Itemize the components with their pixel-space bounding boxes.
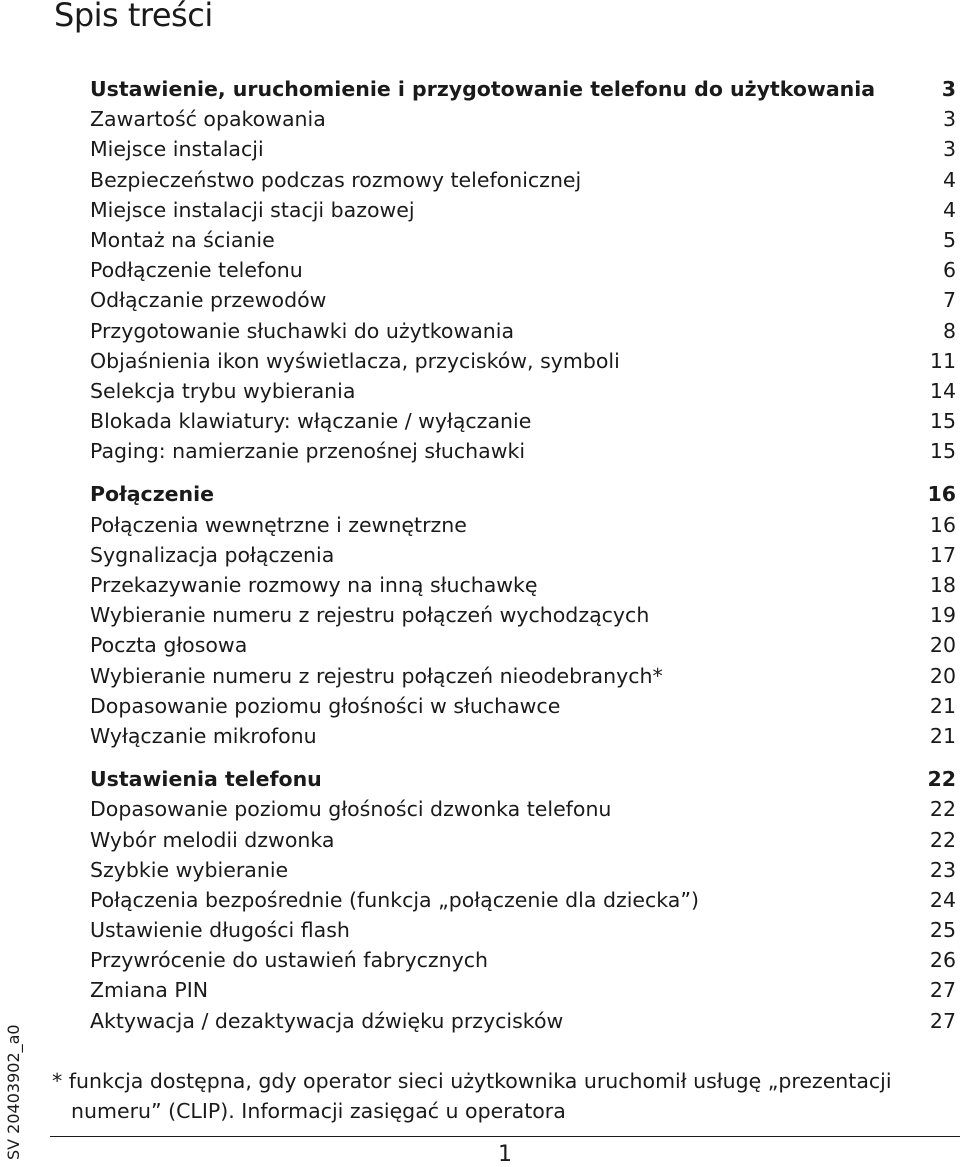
toc-entry-page: 27 (929, 1008, 956, 1033)
toc-entry[interactable] (90, 134, 956, 164)
footnote-line: * funkcja dostępna, gdy operator sieci użytkownika uruchomił usługę „prezentacji (52, 1069, 892, 1093)
toc-entry-page: 21 (929, 723, 956, 748)
toc-entry-page: 21 (929, 693, 956, 718)
toc-entry-page: 22 (929, 797, 956, 822)
toc-heading[interactable] (90, 74, 956, 104)
toc-entry-label: Zmiana PIN (90, 978, 209, 1003)
toc-entry[interactable] (90, 406, 956, 436)
toc-heading-label: Ustawienia telefonu (90, 767, 322, 792)
toc-entry-label: Selekcja trybu wybierania (90, 378, 356, 403)
toc-entry-page: 24 (929, 887, 956, 912)
toc-entry-page: 6 (942, 258, 956, 283)
toc-heading-label: Ustawienie, uruchomienie i przygotowanie telefonu do użytkowania (90, 77, 876, 101)
toc-entry-page: 26 (929, 948, 956, 973)
toc-entry[interactable] (90, 855, 956, 885)
page-title: Spis treści (54, 0, 213, 34)
document-code: SV 20403902_a0 (4, 1024, 23, 1160)
toc-entry-page: 11 (929, 348, 956, 373)
toc-entry-page: 14 (929, 378, 956, 403)
toc-entry[interactable] (90, 600, 956, 630)
toc-entry-label: Zawartość opakowania (90, 107, 326, 132)
toc-entry-label: Dopasowanie poziomu głośności dzwonka telefonu (90, 797, 612, 822)
toc-entry-page: 3 (942, 137, 956, 162)
toc-entry-page: 25 (929, 918, 956, 943)
toc-entry-label: Miejsce instalacji stacji bazowej (90, 197, 415, 222)
toc-entry-page: 15 (929, 439, 956, 464)
toc-entry[interactable] (90, 885, 956, 915)
footer-divider (50, 1136, 960, 1137)
toc-entry-label: Miejsce instalacji (90, 137, 264, 162)
toc-entry-label: Montaż na ścianie (90, 227, 275, 252)
toc-entry-page: 22 (929, 827, 956, 852)
toc-entry[interactable] (90, 165, 956, 195)
toc-entry-label: Dopasowanie poziomu głośności w słuchawce (90, 693, 561, 718)
toc-heading-page: 3 (941, 77, 956, 101)
toc-entry-page: 23 (929, 857, 956, 882)
toc-entry[interactable] (90, 691, 956, 721)
toc-entry[interactable] (90, 794, 956, 824)
toc-entry-label: Poczta głosowa (90, 633, 248, 658)
toc-entry-label: Wybieranie numeru z rejestru połączeń nieodebranych* (90, 663, 663, 688)
toc-entry-label: Wybór melodii dzwonka (90, 827, 335, 852)
toc-entry-page: 19 (929, 603, 956, 628)
toc-entry[interactable] (90, 346, 956, 376)
toc-entry-page: 5 (942, 227, 956, 252)
toc-entry-label: Połączenia wewnętrzne i zewnętrzne (90, 512, 467, 537)
toc-entry-page: 16 (929, 512, 956, 537)
toc-entry[interactable] (90, 316, 956, 346)
toc-entry[interactable] (90, 225, 956, 255)
toc-entry[interactable] (90, 376, 956, 406)
table-of-contents (90, 74, 956, 1049)
toc-heading-label: Połączenie (90, 482, 215, 507)
toc-entry-label: Paging: namierzanie przenośnej słuchawki (90, 439, 526, 464)
toc-entry-page: 7 (942, 288, 956, 313)
toc-entry[interactable] (90, 255, 956, 285)
toc-section (90, 479, 956, 751)
toc-section (90, 764, 956, 1036)
toc-entry-label: Przekazywanie rozmowy na inną słuchawkę (90, 573, 538, 597)
toc-entry-page: 20 (929, 663, 956, 688)
toc-entry[interactable] (90, 630, 956, 660)
toc-heading-page: 22 (927, 767, 956, 792)
toc-entry[interactable] (90, 436, 956, 466)
toc-entry-page: 27 (929, 978, 956, 1003)
toc-entry[interactable] (90, 540, 956, 570)
toc-entry-page: 20 (929, 633, 956, 658)
toc-entry-label: Szybkie wybieranie (90, 857, 289, 882)
toc-heading[interactable] (90, 764, 956, 794)
toc-entry[interactable] (90, 661, 956, 691)
toc-entry[interactable] (90, 104, 956, 134)
footnote-line: numeru” (CLIP). Informacji zasięgać u operatora (71, 1099, 566, 1123)
toc-entry-label: Podłączenie telefonu (90, 258, 303, 283)
toc-entry[interactable] (90, 975, 956, 1005)
toc-entry-label: Przywrócenie do ustawień fabrycznych (90, 948, 489, 973)
footnote (52, 1066, 912, 1126)
toc-section (90, 74, 956, 466)
toc-entry[interactable] (90, 1006, 956, 1036)
toc-entry-page: 17 (929, 542, 956, 567)
toc-entry-label: Blokada klawiatury: włączanie / wyłączanie (90, 409, 532, 434)
toc-entry-label: Wyłączanie mikrofonu (90, 723, 317, 748)
toc-entry-label: Przygotowanie słuchawki do użytkowania (90, 318, 515, 343)
toc-entry-label: Objaśnienia ikon wyświetlacza, przycisków, symboli (90, 348, 620, 373)
toc-entry-label: Połączenia bezpośrednie (funkcja „połączenie dla dziecka”) (90, 887, 699, 912)
toc-entry-label: Wybieranie numeru z rejestru połączeń wychodzących (90, 603, 650, 628)
toc-entry-page: 4 (942, 167, 956, 192)
toc-entry[interactable] (90, 195, 956, 225)
page-number: 1 (498, 1142, 512, 1167)
toc-entry-label: Sygnalizacja połączenia (90, 542, 335, 567)
toc-entry[interactable] (90, 510, 956, 540)
toc-entry-label: Bezpieczeństwo podczas rozmowy telefonicznej (90, 167, 582, 192)
toc-entry[interactable] (90, 825, 956, 855)
toc-heading[interactable] (90, 479, 956, 509)
toc-entry[interactable] (90, 945, 956, 975)
toc-entry-label: Odłączanie przewodów (90, 288, 327, 313)
toc-entry[interactable] (90, 570, 956, 600)
toc-entry-page: 8 (942, 318, 956, 343)
toc-entry-page: 18 (929, 573, 956, 597)
toc-entry-label: Aktywacja / dezaktywacja dźwięku przycisków (90, 1008, 564, 1033)
toc-entry[interactable] (90, 915, 956, 945)
toc-entry-page: 4 (942, 197, 956, 222)
toc-entry-label: Ustawienie długości flash (90, 918, 350, 943)
toc-entry-page: 3 (942, 107, 956, 132)
toc-heading-page: 16 (927, 482, 956, 507)
toc-entry[interactable] (90, 721, 956, 751)
toc-entry[interactable] (90, 285, 956, 315)
toc-entry-page: 15 (929, 409, 956, 434)
